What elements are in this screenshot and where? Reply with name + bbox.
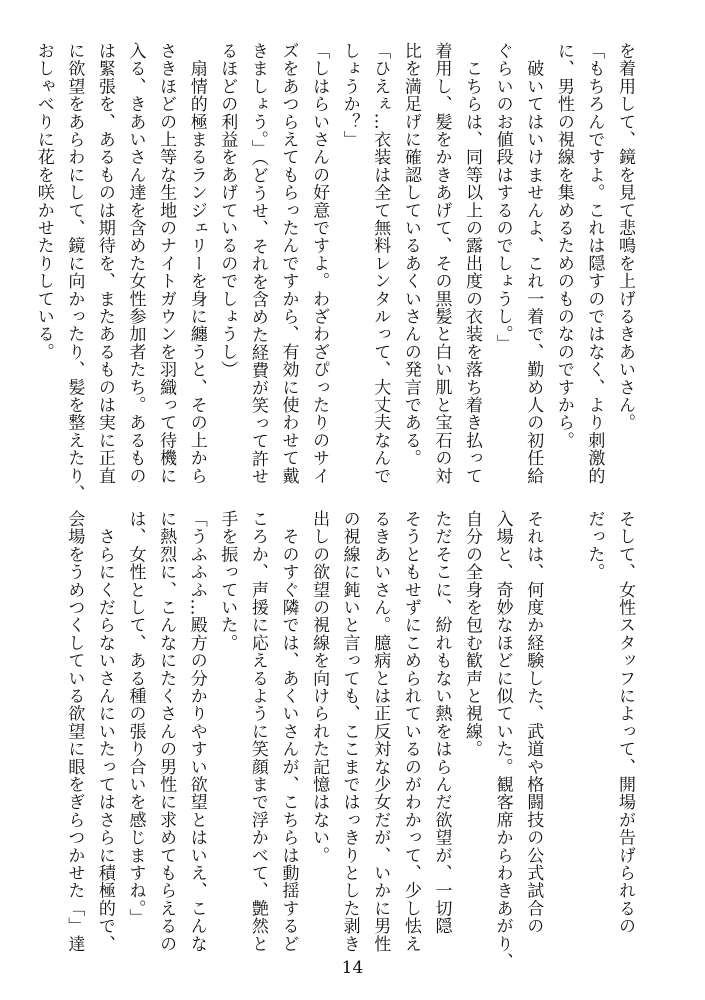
text-column: そうともせずにこめられているのがわかって、少し怯え [400, 510, 421, 953]
text-column: さらにくだらないさんにいたってはさらに積極的で、 [94, 510, 115, 953]
text-column: 手を振っていた。 [217, 510, 238, 652]
text-column: は、女性として、ある種の張り合いを感じますね。」 [125, 510, 146, 927]
text-column: は緊張を、あるものは期待を、またあるものは実に正直 [94, 42, 115, 485]
text-column: ころか、声援に応えるように笑顔まで浮かべて、艶然と [247, 510, 268, 953]
text-column: に熱烈に、こんなにたくさんの男性に求めてもらえるの [156, 510, 177, 953]
text-column: るきあいさん。臆病とは正反対な少女だが、いかに男性 [370, 510, 391, 953]
text-column: に、男性の視線を集めるためのものなのですから。 [553, 42, 574, 450]
text-column: さきほどの上等な生地のナイトガウンを羽織って待機に [156, 42, 177, 485]
text-column: だった。 [584, 510, 605, 581]
upper-text-block [33, 42, 640, 503]
text-column: ズをあつらえてもらったんですから、有効に使わせて戴 [278, 42, 299, 485]
text-column: 「もちろんですよ。これは隠すのではなく、より刺激的 [584, 42, 605, 485]
text-column: それは、何度か経験した、武道や格闘技の公式試合の [523, 510, 544, 935]
text-column: 破いてはいけませんよ、これ一着で、勤め人の初任給 [523, 42, 544, 485]
text-column: 出しの欲望の視線を向けられた記憶はない。 [309, 510, 330, 864]
text-column: るほどの利益をあげているのでしょうし） [217, 42, 238, 379]
text-column: ただそこに、紛れもない熱をはらんだ欲望が、一切隠 [431, 510, 452, 935]
text-column: 自分の全身を包む歓声と視線。 [462, 510, 483, 758]
text-column: 扇情的極まるランジェリーを身に纏うと、その上から [186, 42, 207, 485]
text-column: 「ひえぇ…衣装は全て無料レンタルって、大丈夫なんで [370, 42, 391, 485]
text-column: を着用して、鏡を見て悲鳴を上げるきあいさん。 [615, 42, 635, 432]
text-column: きましょう。」（どうせ、それを含めた経費が笑って許せ [247, 42, 268, 486]
text-column: 入る、きあいさん達を含めた女性参加者たち。あるもの [125, 42, 146, 485]
text-column: おしゃべりに花を咲かせたりしている。 [33, 42, 54, 361]
text-column: 入場と、奇妙なほどに似ていた。観客席からわきあがり、 [492, 510, 513, 971]
text-column: の視線に鈍いと言っても、ここまではっきりとした剥き [339, 510, 360, 953]
text-column: に欲望をあらわにして、鏡に向かったり、髪を整えたり、 [64, 42, 85, 503]
text-column: 「うふふふ…殿方の分かりやすい欲望とはいえ、こんな [186, 510, 207, 953]
text-column [548, 510, 579, 950]
text-column: 比を満足げに確認しているあくいさんの発言である。 [400, 42, 421, 467]
text-column: そのすぐ隣では、あくいさんが、こちらは動揺するど [278, 510, 299, 953]
text-column: しょうか？」 [339, 42, 360, 149]
text-column: ぐらいのお値段はするのでしょうし。」 [492, 42, 513, 353]
page-number: 14 [341, 958, 364, 978]
text-column: 「しはらいさんの好意ですよ。わざわざぴったりのサイ [309, 42, 330, 485]
text-column: 着用し、髪をかきあげて、その黒髪と白い肌と宝石の対 [431, 42, 452, 485]
text-column: こちらは、同等以上の露出度の衣装を落ち着き払って [462, 42, 483, 485]
text-column: そして、女性スタッフによって、開場が告げられるの [615, 510, 635, 935]
text-column: 会場をうめつくしている欲望に眼をぎらつかせた「」達 [64, 510, 85, 953]
